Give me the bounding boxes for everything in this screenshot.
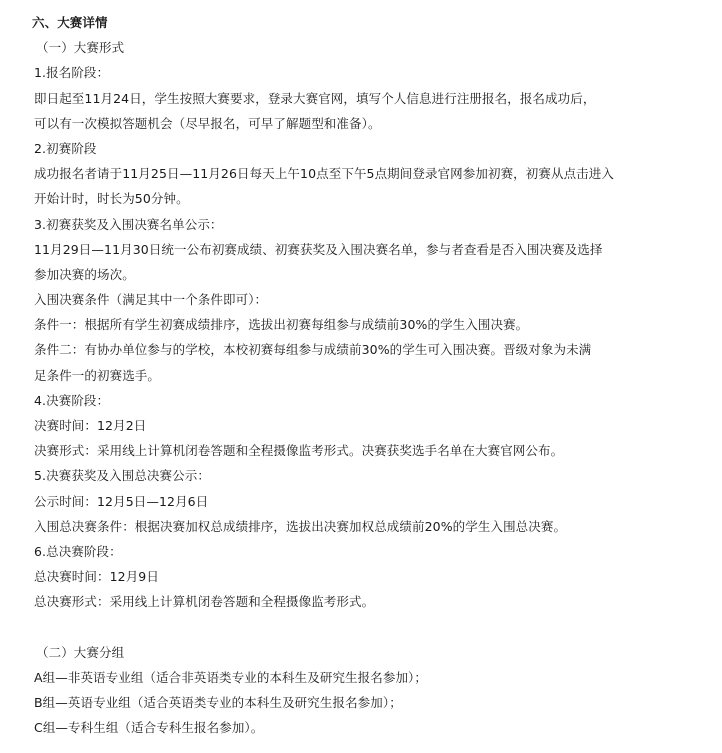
stage5-title: 5.决赛获奖及入围总决赛公示： [34, 468, 210, 484]
stage5-time: 公示时间：12月5日—12月6日 [34, 493, 209, 509]
format-heading: （一）大赛形式 [36, 40, 125, 56]
stage1-line2: 可以有一次模拟答题机会（尽早报名，可早了解题型和准备）。 [34, 115, 381, 131]
stage3-line2: 参加决赛的场次。 [34, 266, 135, 282]
stage4-form: 决赛形式：采用线上计算机闭卷答题和全程摄像监考形式。决赛获奖选手名单在大赛官网公布。 [34, 443, 564, 459]
stage3-condition2-line1: 条件二：有协办单位参与的学校，本校初赛每组参与成绩前30%的学生可入围决赛。晋级对象为未满 [34, 342, 592, 358]
stage1-title: 1.报名阶段： [34, 65, 110, 81]
stage4-time: 决赛时间：12月2日 [34, 418, 147, 433]
stage6-form: 总决赛形式：采用线上计算机闭卷答题和全程摄像监考形式。 [34, 594, 375, 610]
stage3-title: 3.初赛获奖及入围决赛名单公示： [34, 216, 223, 232]
stage3-condition2-line2: 足条件一的初赛选手。 [34, 367, 161, 383]
stage2-line1: 成功报名者请于11月25日—11月26日每天上午10点至下午5点期间登录官网参加初赛，初赛从点击进入 [34, 166, 614, 182]
stage6-title: 6.总决赛阶段： [34, 543, 122, 559]
stage4-title: 4.决赛阶段： [34, 392, 110, 408]
groups-heading: （二）大赛分组 [36, 644, 125, 660]
stage3-line1: 11月29日—11月30日统一公布初赛成绩、初赛获奖及入围决赛名单，参与者查看是否入围决赛及选择 [34, 241, 603, 257]
stage1-line1: 即日起至11月24日，学生按照大赛要求，登录大赛官网，填写个人信息进行注册报名，报名成功后， [34, 90, 596, 106]
group-a: A组—非英语专业组（适合非英语类专业的本科生及研究生报名参加）； [34, 669, 428, 685]
stage3-conditions-title: 入围决赛条件（满足其中一个条件即可）： [34, 292, 268, 308]
section-title: 六、大赛详情 [32, 15, 108, 30]
stage6-time: 总决赛时间：12月9日 [34, 569, 159, 585]
group-c: C组—专科生组（适合专科生报名参加）。 [34, 720, 264, 736]
group-b: B组—英语专业组（适合英语类专业的本科生及研究生报名参加）； [34, 695, 402, 711]
stage5-condition: 入围总决赛条件：根据决赛加权总成绩排序，选拔出决赛加权总成绩前20%的学生入围总决赛。 [34, 518, 567, 534]
stage2-line2: 开始计时，时长为50分钟。 [34, 191, 189, 207]
paragraph-gap [34, 615, 712, 640]
stage3-condition1: 条件一：根据所有学生初赛成绩排序，选拔出初赛每组参与成绩前30%的学生入围决赛。 [34, 317, 529, 333]
stage2-title: 2.初赛阶段 [34, 140, 97, 156]
